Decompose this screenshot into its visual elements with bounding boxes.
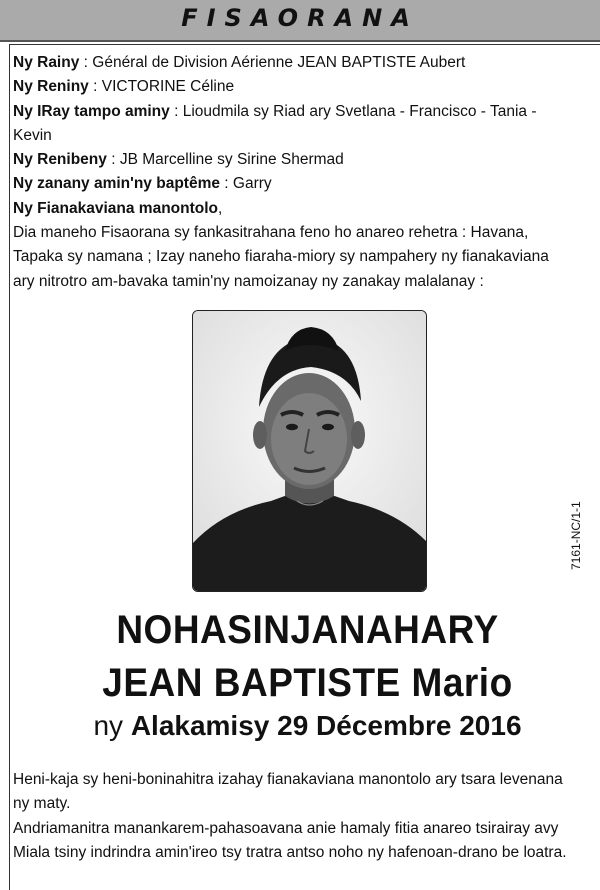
intro-line: ary nitrotro am-bavaka tamin'ny namoizanay ny zanakay malalanay :	[13, 272, 484, 290]
godchild-label: Ny zanany amin'ny baptême	[13, 175, 220, 193]
closing-section	[13, 768, 600, 865]
grandmother-line	[13, 148, 600, 172]
siblings-continued: Kevin	[13, 126, 52, 144]
separator: :	[79, 54, 93, 71]
greeting-label: Ny Fianakaviana manontolo	[13, 199, 218, 217]
father-value: Général de Division Aérienne JEAN BAPTISTE Aubert	[92, 54, 466, 71]
greeting-line	[13, 197, 600, 221]
separator: :	[106, 151, 120, 169]
intro-line: Tapaka sy namana ; Izay naneho fiaraha-miory sy nampahery ny fianakaviana	[13, 248, 549, 266]
death-date-line	[0, 710, 600, 742]
separator: ,	[218, 199, 223, 217]
mother-line	[13, 75, 600, 99]
mother-value: VICTORINE Céline	[101, 78, 235, 96]
father-line	[13, 51, 600, 75]
deceased-surname: NOHASINJANAHARY	[116, 607, 499, 652]
grandmother-label: Ny Renibeny	[13, 151, 107, 169]
siblings-label: Ny IRay tampo aminy	[13, 102, 170, 120]
grandmother-value: JB Marcelline sy Sirine Shermad	[119, 151, 344, 169]
family-section	[13, 51, 600, 294]
page-title: FISAORANA	[181, 4, 419, 32]
closing-line: Miala tsiny indrindra amin'ireo tsy tratra antso noho ny hafenoan-drano be loatra.	[13, 843, 567, 861]
deceased-fullname: JEAN BAPTISTE Mario	[102, 660, 513, 705]
godchild-value: Garry	[232, 175, 272, 193]
date-prefix: ny	[93, 710, 131, 741]
header-banner	[0, 0, 600, 42]
closing-line: ny maty.	[13, 795, 71, 813]
siblings-line	[13, 100, 600, 124]
closing-line: Heni-kaja sy heni-boninahitra izahay fianakaviana manontolo ary tsara levenana	[13, 771, 563, 788]
portrait-photo	[192, 310, 427, 592]
death-date: Alakamisy 29 Décembre 2016	[130, 710, 522, 741]
separator: :	[88, 78, 102, 96]
separator: :	[219, 175, 233, 193]
intro-line: Dia maneho Fisaorana sy fankasitrahana feno ho anareo rehetra : Havana,	[13, 224, 529, 242]
closing-line: Andriamanitra manankarem-pahasoavana anie hamaly fitia anareo tsirairay avy	[13, 819, 559, 837]
siblings-value: Lioudmila sy Riad ary Svetlana - Francisco - Tania -	[182, 102, 537, 120]
father-label: Ny Rainy	[13, 54, 80, 71]
mother-label: Ny Reniny	[13, 78, 89, 96]
portrait-image	[193, 311, 426, 591]
reference-code: 7161-NC/1-1	[569, 501, 583, 570]
godchild-line	[13, 172, 600, 196]
separator: :	[169, 102, 183, 120]
